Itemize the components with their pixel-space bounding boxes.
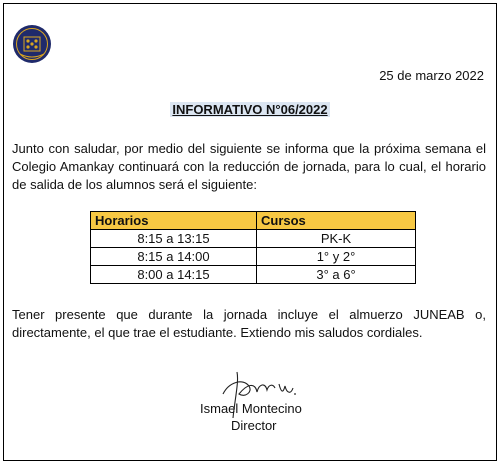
schedule-time-cell: 8:00 a 14:15 [91,266,257,284]
signer-name: Ismael Montecino [200,401,302,416]
document-date: 25 de marzo 2022 [379,68,484,83]
table-row [91,230,416,248]
closing-paragraph: Tener presente que durante la jornada incluye el almuerzo JUNEAB o, directamente, el que trae el estudiante. Extiendo mis saludos cordiales. [12,307,486,340]
document-title-text: INFORMATIVO N°06/2022 [172,102,328,117]
schedule-course-cell: 3° a 6° [257,266,416,284]
school-crest-logo [12,24,52,64]
schedule-time-cell: 8:15 a 14:00 [91,248,257,266]
schedule-table [90,211,416,284]
intro-paragraph: Junto con saludar, por medio del siguiente se informa que la próxima semana el Colegio Amankay continuará con la reducción de jornada, para lo cual, el horario de salida de los alumnos será el siguiente: [12,141,486,192]
header-horarios: Horarios [91,212,257,230]
signer-title: Director [231,418,277,433]
table-row [91,248,416,266]
header-cursos: Cursos [257,212,416,230]
schedule-time-cell: 8:15 a 13:15 [91,230,257,248]
table-row [91,266,416,284]
schedule-course-cell: 1° y 2° [257,248,416,266]
schedule-header-row [91,212,416,230]
document-title [4,102,496,117]
schedule-course-cell: PK-K [257,230,416,248]
document-page [3,3,497,461]
